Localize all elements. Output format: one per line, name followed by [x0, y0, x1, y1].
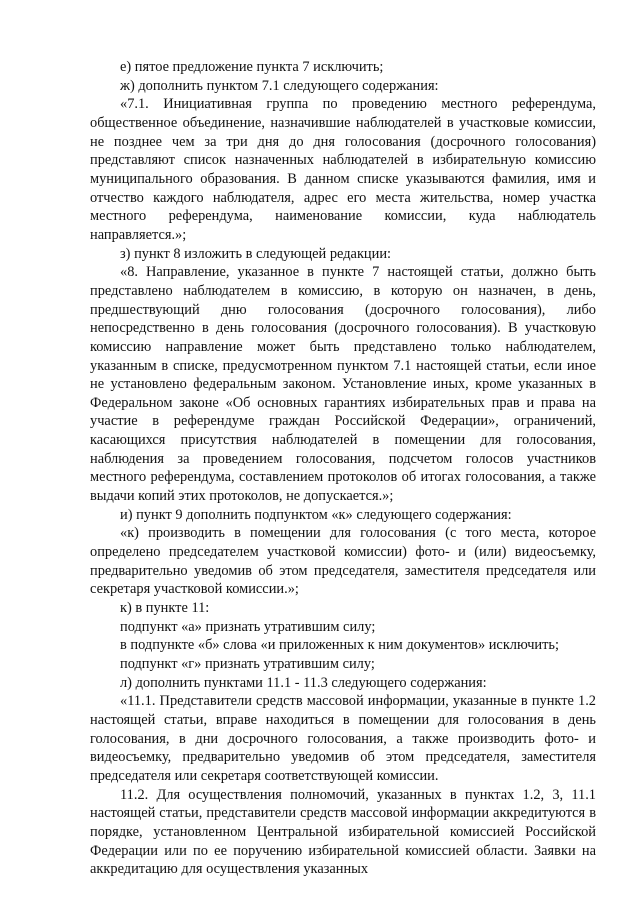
paragraph-subclause-g: подпункт «г» признать утратившим силу; [120, 656, 375, 672]
paragraph-subclause-a: подпункт «а» признать утратившим силу; [120, 618, 376, 635]
paragraph-item-e: е) пятое предложение пункта 7 исключить; [120, 59, 384, 75]
paragraph-subclause-k: «к) производить в помещении для голосования (с того места, которое определено председателем участковой комиссии) фото- и (или) видеосъемку, предварительно уведомив об этом председателя, заместителя председателя или секретаря участковой комиссии.»; [90, 525, 596, 598]
paragraph-item-i: и) пункт 9 дополнить подпунктом «к» следующего содержания: [120, 506, 512, 523]
paragraph-item-l: л) дополнить пунктами 11.1 - 11.3 следующего содержания: [120, 674, 487, 691]
paragraph-clause-11-2: 11.2. Для осуществления полномочий, указанных в пунктах 1.2, 3, 11.1 настоящей статьи, представители средств массовой информации аккредитуются в порядке, установленном Центральной избирательной комиссией Российской Федерации или по ее поручению избирательной комиссией области. Заявки на аккредитацию для осуществления указанных [90, 786, 596, 878]
paragraph-clause-8: «8. Направление, указанное в пункте 7 настоящей статьи, должно быть представлено наблюдателем в комиссию, в которую он назначен, в день, предшествующий дню голосования (досрочного голосования), либо непосредственно в день голосования (досрочного голосования). В участковую комиссию направление может быть представлено только наблюдателем, указанным в списке, предусмотренном пунктом 7.1 настоящей статьи, если иное не установлено федеральным законом. Установление иных, кроме указанных в Федеральном законе «Об основных гарантиях избирательных прав и права на участие в референдуме граждан Российской Федерации», ограничений, касающихся присутствия наблюдателей в помещении для голосования, наблюдения за проведением голосования, подсчетом голосов участников местного референдума, составлением протоколов об итогах голосования, а также выдачи копий этих протоколов, не допускается.»; [90, 264, 596, 505]
paragraph-clause-11-1: «11.1. Представители средств массовой информации, указанные в пункте 1.2 настоящей статьи, вправе находиться в помещении для голосования в день голосования, в дни досрочного голосования, а также производить фото- и видеосъемку, предварительно уведомив об этом председателя, заместителя председателя или секретаря соответствующей комиссии. [90, 693, 596, 784]
paragraph-clause-7-1: «7.1. Инициативная группа по проведению местного референдума, общественное объединение, назначившие наблюдателей в участковые комиссии, не позднее чем за три дня до дня голосования (досрочного голосования) представляют список назначенных наблюдателей в избирательную комиссию муниципального образования. В данном списке указываются фамилия, имя и отчество каждого наблюдателя, адрес его места жительства, номер участка местного референдума, наименование комиссии, куда наблюдатель направляется.»; [90, 96, 596, 243]
paragraph-item-z: з) пункт 8 изложить в следующей редакции: [120, 245, 392, 262]
paragraph-item-zh: ж) дополнить пунктом 7.1 следующего содержания: [120, 77, 439, 94]
paragraph-item-k: к) в пункте 11: [120, 600, 210, 617]
paragraph-subclause-b: в подпункте «б» слова «и приложенных к ним документов» исключить; [120, 637, 559, 654]
